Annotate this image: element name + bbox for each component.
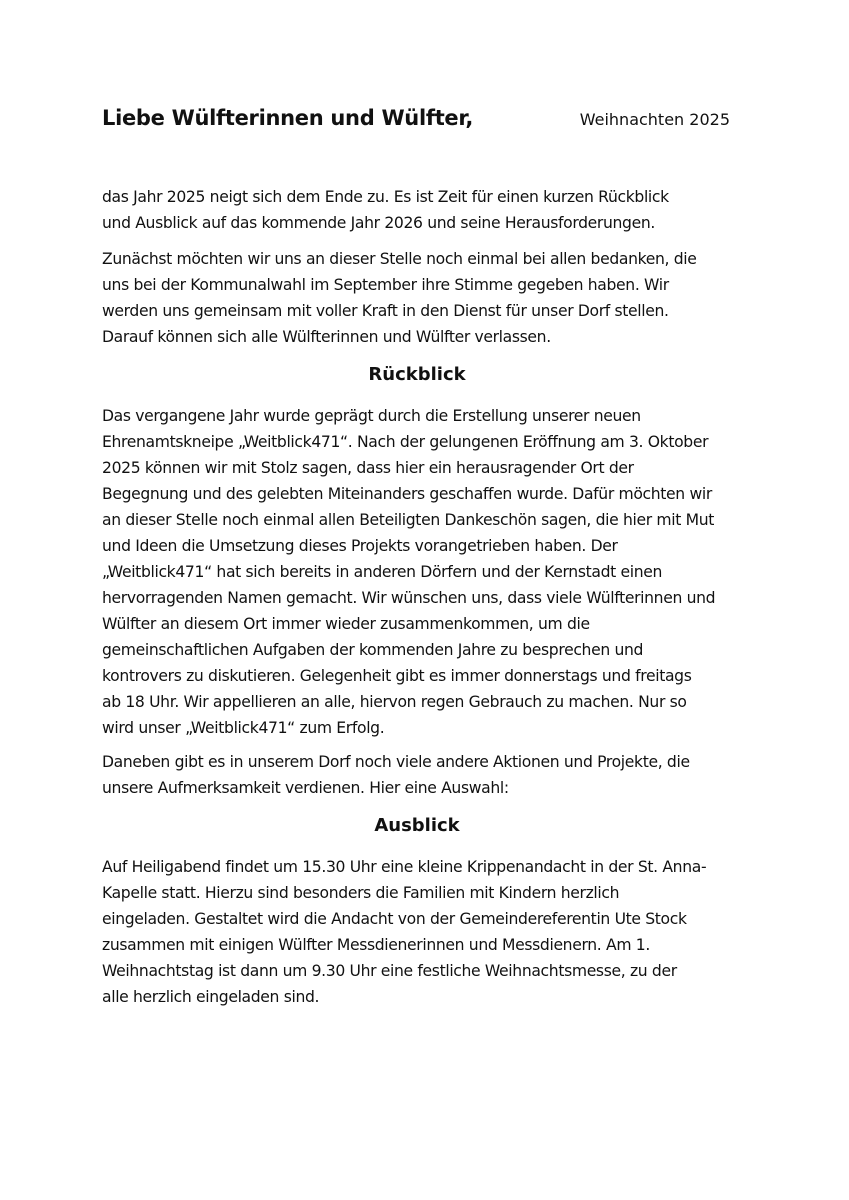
- paragraph-line: Darauf können sich alle Wülfterinnen und Wülfter verlassen.: [102, 328, 551, 346]
- paragraph-line: unsere Aufmerksamkeit verdienen. Hier eine Auswahl:: [102, 779, 509, 797]
- paragraph-line: „Weitblick471“ hat sich bereits in anderen Dörfern und der Kernstadt einen: [102, 563, 663, 581]
- paragraph-line: an dieser Stelle noch einmal allen Beteiligten Dankeschön sagen, die hier mit Mut: [102, 511, 715, 529]
- paragraph-line: Daneben gibt es in unserem Dorf noch viele andere Aktionen und Projekte, die: [102, 753, 690, 771]
- letter-header: [102, 106, 730, 136]
- paragraph-line: gemeinschaftlichen Aufgaben der kommenden Jahre zu besprechen und: [102, 641, 644, 659]
- paragraph-line: Kapelle statt. Hierzu sind besonders die Familien mit Kindern herzlich: [102, 884, 620, 902]
- paragraph-line: eingeladen. Gestaltet wird die Andacht von der Gemeindereferentin Ute Stock: [102, 910, 687, 928]
- salutation: Liebe Wülfterinnen und Wülfter,: [102, 106, 474, 130]
- paragraph-line: Zunächst möchten wir uns an dieser Stelle noch einmal bei allen bedanken, die: [102, 250, 697, 268]
- paragraph-line: wird unser „Weitblick471“ zum Erfolg.: [102, 719, 385, 737]
- paragraph-line: zusammen mit einigen Wülfter Messdienerinnen und Messdienern. Am 1.: [102, 936, 650, 954]
- paragraph-line: ab 18 Uhr. Wir appellieren an alle, hiervon regen Gebrauch zu machen. Nur so: [102, 693, 687, 711]
- paragraph-line: Wülfter an diesem Ort immer wieder zusammenkommen, um die: [102, 615, 590, 633]
- paragraph-line: und Ausblick auf das kommende Jahr 2026 und seine Herausforderungen.: [102, 214, 655, 232]
- section-heading-rueckblick: Rückblick: [368, 364, 466, 385]
- paragraph-line: Begegnung und des gelebten Miteinanders geschaffen wurde. Dafür möchten wir: [102, 485, 712, 503]
- paragraph-line: hervorragenden Namen gemacht. Wir wünschen uns, dass viele Wülfterinnen und: [102, 589, 716, 607]
- paragraph-line: kontrovers zu diskutieren. Gelegenheit gibt es immer donnerstags und freitags: [102, 667, 692, 685]
- section-heading-ausblick: Ausblick: [374, 815, 460, 836]
- paragraph-line: 2025 können wir mit Stolz sagen, dass hier ein herausragender Ort der: [102, 459, 634, 477]
- letter-date: Weihnachten 2025: [579, 110, 730, 129]
- paragraph-line: werden uns gemeinsam mit voller Kraft in den Dienst für unser Dorf stellen.: [102, 302, 669, 320]
- paragraph-line: Weihnachtstag ist dann um 9.30 Uhr eine festliche Weihnachtsmesse, zu der: [102, 962, 677, 980]
- paragraph-line: Das vergangene Jahr wurde geprägt durch die Erstellung unserer neuen: [102, 407, 641, 425]
- paragraph-line: Auf Heiligabend findet um 15.30 Uhr eine kleine Krippenandacht in der St. Anna-: [102, 858, 707, 876]
- paragraph-line: und Ideen die Umsetzung dieses Projekts vorangetrieben haben. Der: [102, 537, 618, 555]
- paragraph-line: alle herzlich eingeladen sind.: [102, 988, 320, 1006]
- paragraph-line: das Jahr 2025 neigt sich dem Ende zu. Es ist Zeit für einen kurzen Rückblick: [102, 188, 669, 206]
- paragraph-line: Ehrenamtskneipe „Weitblick471“. Nach der gelungenen Eröffnung am 3. Oktober: [102, 433, 709, 451]
- paragraph-line: uns bei der Kommunalwahl im September ihre Stimme gegeben haben. Wir: [102, 276, 669, 294]
